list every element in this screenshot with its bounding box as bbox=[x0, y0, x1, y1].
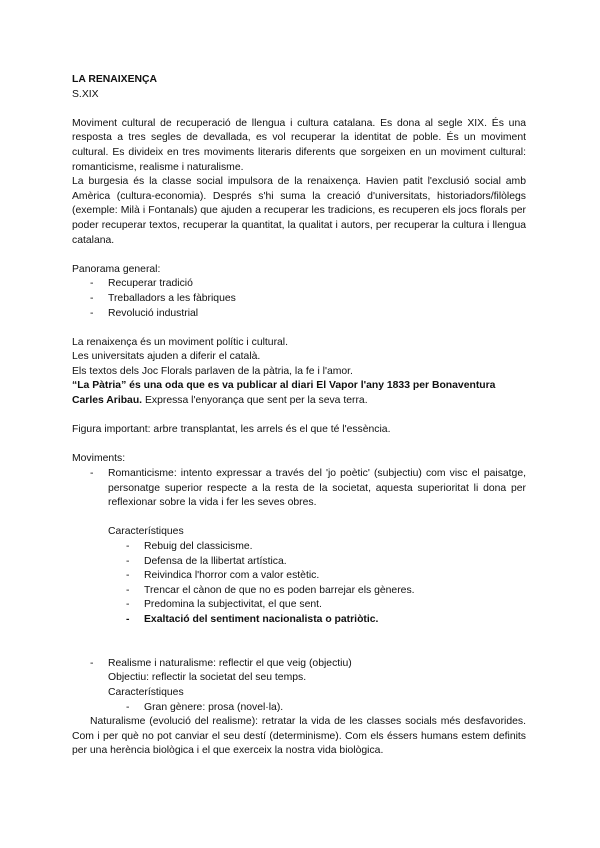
realisme-text: - Realisme i naturalisme: reflectir el que veig (objectiu) bbox=[108, 657, 352, 669]
fact-line-3: Els textos dels Joc Florals parlaven de la pàtria, la fe i l'amor. bbox=[72, 365, 353, 377]
moviments-list bbox=[72, 467, 526, 715]
list-item: - Gran gènere: prosa (novel·la). bbox=[108, 701, 526, 716]
list-item-bold: - Exaltació del sentiment nacionalista o patriòtic. bbox=[108, 613, 526, 628]
romanticisme-item bbox=[72, 467, 526, 657]
romanticisme-text: - Romanticisme: intento expressar a través del 'jo poètic' (subjectiu) com visc el paisatge, personatge superior respecte a la resta de la societat, aquesta superioritat li dona per reflexionar sobre la vida i fer les seves obres. bbox=[108, 468, 526, 509]
realisme-char-heading: Característiques bbox=[108, 686, 184, 698]
figure-text: Figura important: arbre transplantat, les arrels és el que té l'essència. bbox=[72, 424, 391, 436]
list-item: - Rebuig del classicisme. bbox=[108, 540, 526, 555]
moviments-heading: Moviments: bbox=[72, 453, 126, 465]
list-item: - Revolució industrial bbox=[72, 307, 526, 322]
list-item: - Treballadors a les fàbriques bbox=[72, 292, 526, 307]
panorama-heading: Panorama general: bbox=[72, 263, 161, 275]
romanticisme-char-list bbox=[108, 540, 526, 628]
realisme-char-list bbox=[108, 701, 526, 716]
realisme-item bbox=[72, 657, 526, 715]
list-item: - Trencar el cànon de que no es poden barrejar els gèneres. bbox=[108, 584, 526, 599]
list-item: - Reivindica l'horror com a valor estètic. bbox=[108, 569, 526, 584]
intro-paragraph-1: Moviment cultural de recuperació de llengua i cultura catalana. Es dona al segle XIX. És una resposta a tres segles de devallada, es vol recuperar la identitat de poble. És un moviment cultural. Es divideix en tres moviments literaris diferents que sorgeixen en un moviment cultural: romanticisme, realisme i naturalisme. bbox=[72, 117, 526, 173]
intro-paragraph-2: La burgesia és la classe social impulsora de la renaixença. Havien patit l'exclusió social amb Amèrica (cultura-economia). Després s'hi suma la creació d'universitats, historiadors/filòlegs (exemple: Milà i Fontanals) que ajuden a recuperar les tradicions, es recuperen els jocs florals per poder recuperar textos, recuperar la quantitat, la qualitat i autors, per recuperar la cultura i llengua catalana. bbox=[72, 176, 526, 246]
document-content bbox=[72, 73, 526, 759]
la-patria-bold: “La Pàtria” és una oda que es va publicar al diari El Vapor l'any 1833 per Bonaventura Carles Aribau. bbox=[72, 380, 496, 407]
fact-line-2: Les universitats ajuden a diferir el català. bbox=[72, 351, 261, 363]
panorama-list bbox=[72, 277, 526, 321]
la-patria-normal: Expressa l'enyorança que sent per la seva terra. bbox=[142, 395, 368, 407]
list-item: - Predomina la subjectivitat, el que sent. bbox=[108, 598, 526, 613]
naturalisme-paragraph: Naturalisme (evolució del realisme): retratar la vida de les classes socials més desfavorides. Com i per què no pot canviar el seu destí (determinisme). Com els éssers humans estem definits per una herència biològica i el que exerceix la nostra vida biològica. bbox=[72, 716, 526, 757]
romanticisme-char-heading: Característiques bbox=[108, 526, 184, 538]
realisme-objectiu: Objectiu: reflectir la societat del seu temps. bbox=[108, 672, 307, 684]
document-subtitle: S.XIX bbox=[72, 88, 99, 100]
list-item: - Recuperar tradició bbox=[72, 277, 526, 292]
document-title: LA RENAIXENÇA bbox=[72, 74, 158, 85]
la-patria-paragraph bbox=[72, 379, 526, 408]
fact-line-1: La renaixença és un moviment polític i cultural. bbox=[72, 336, 289, 348]
list-item: - Defensa de la llibertat artística. bbox=[108, 555, 526, 570]
